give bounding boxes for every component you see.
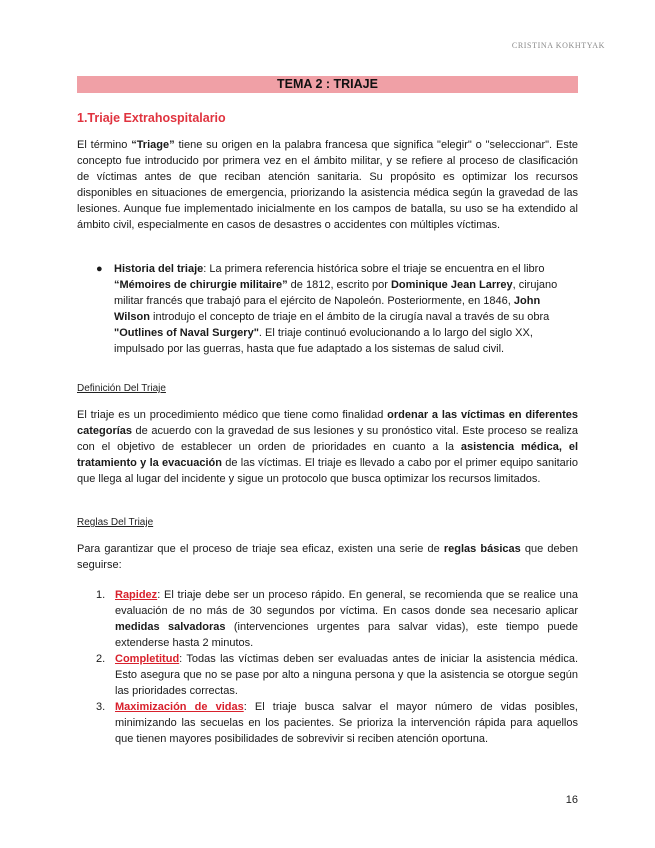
rule-item: 2. Completitud: Todas las víctimas deben ser evaluadas antes de iniciar la asistencia médica. Esto asegura que no se pase por alto a ninguna persona y que la asistencia se otorgue según las prioridades correctas. (96, 653, 578, 697)
history-bullet (96, 261, 578, 357)
rule-number: 1. (96, 589, 106, 601)
definition-heading: Definición Del Triaje (77, 383, 166, 394)
rule-term: Completitud (115, 653, 180, 665)
rules-heading: Reglas Del Triaje (77, 517, 154, 528)
page-number: 16 (565, 794, 578, 806)
history-text: Historia del triaje: La primera referencia histórica sobre el triaje se encuentra en el libro “Mémoires de chirurgie militaire” de 1812, escrito por Dominique Jean Larrey, cirujano militar francés que trabajó para el ejército de Napoleón. Posteriormente, en 1846, John Wilson introdujo el concepto de triaje en el ámbito de la cirugía naval a través de su obra "Outlines of Naval Surgery". El triaje continuó evolucionando a lo largo del siglo XX, impulsado por las guerras, hasta que fue adaptado a los sistemas de salud civil. (114, 263, 558, 355)
rules-list (96, 587, 578, 747)
chapter-title: TEMA 2 : TRIAJE (77, 76, 578, 93)
rule-number: 2. (96, 653, 106, 665)
bullet-dot-icon: ● (96, 263, 103, 275)
rule-term: Rapidez (115, 589, 158, 601)
rule-term: Maximización de vidas (115, 701, 244, 713)
rule-item: 3. Maximización de vidas: El triaje busca salvar el mayor número de vidas posibles, minimizando las secuelas en los pacientes. Se prioriza la intervención rápida para aquellos que tienen mayores posibilidades de sobrevivir si reciben atención oportuna. (96, 701, 578, 745)
rule-item: 1. Rapidez: El triaje debe ser un proceso rápido. En general, se recomienda que se realice una evaluación de no más de 30 segundos por víctima. En casos donde sea necesario aplicar medidas salvadoras (intervenciones urgentes para salvar vidas), este tiempo puede extenderse hasta 2 minutos. (96, 589, 578, 649)
rules-intro-paragraph: Para garantizar que el proceso de triaje sea eficaz, existen una serie de reglas básicas que deben seguirse: (77, 543, 578, 571)
section-heading: 1.Triaje Extrahospitalario (77, 111, 226, 125)
rule-number: 3. (96, 701, 106, 713)
definition-paragraph: El triaje es un procedimiento médico que tiene como finalidad ordenar a las víctimas en diferentes categorías de acuerdo con la gravedad de sus lesiones y su pronóstico vital. Este proceso se realiza con el objetivo de establecer un orden de prioridades en cuanto a la asistencia médica, el tratamiento y la evacuación de las víctimas. El triaje es llevado a cabo por el primer equipo sanitario que llega al lugar del incidente y sigue un protocolo que busca optimizar los recursos limitados. (77, 409, 578, 485)
intro-paragraph: El término “Triage” tiene su origen en la palabra francesa que significa "elegir" o "seleccionar". Este concepto fue introducido por primera vez en el ámbito militar, y se refiere al proceso de clasificación de víctimas antes de que reciban atención sanitaria. Su propósito es optimizar los recursos disponibles en situaciones de emergencia, priorizando la asistencia médica según la gravedad de las lesiones. Aunque fue implementado inicialmente en los campos de batalla, su uso se ha extendido al ámbito civil, especialmente en casos de desastres o accidentes con múltiples víctimas. (77, 139, 578, 231)
author-name: CRISTINA KOKHTYAK (511, 41, 605, 50)
